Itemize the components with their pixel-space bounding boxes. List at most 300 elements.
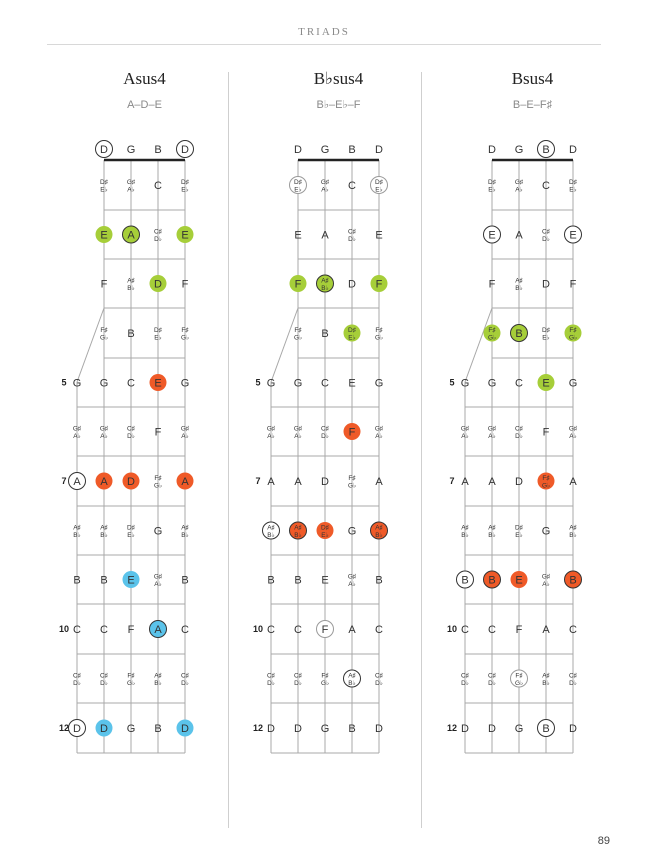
note-label: B♭ bbox=[461, 532, 469, 539]
fret-note bbox=[569, 426, 577, 441]
chord-column-bbsus4 bbox=[253, 69, 388, 753]
fret-number: 5 bbox=[449, 377, 455, 388]
note-label: E♭ bbox=[515, 532, 523, 539]
note-label: C♯ bbox=[321, 425, 329, 433]
ext-string-note bbox=[267, 723, 275, 735]
note-label: B bbox=[488, 574, 496, 587]
fret-note bbox=[154, 673, 162, 688]
ext-string-note bbox=[267, 673, 275, 688]
note-label: F bbox=[375, 278, 383, 291]
note-label: G♯ bbox=[72, 425, 82, 433]
note-label: E♭ bbox=[181, 186, 189, 194]
note-label: G bbox=[320, 144, 330, 156]
note-label: B♭ bbox=[542, 680, 550, 687]
open-string-note bbox=[348, 144, 355, 156]
note-label: E bbox=[542, 377, 550, 390]
note-label: A♭ bbox=[267, 433, 275, 440]
note-label: F bbox=[348, 426, 356, 439]
note-label: A♯ bbox=[375, 524, 383, 532]
ext-string-note bbox=[73, 378, 82, 390]
note-label: C♯ bbox=[100, 672, 108, 680]
note-label: G bbox=[514, 723, 524, 735]
fret-note bbox=[371, 177, 388, 194]
note-label: G♯ bbox=[320, 179, 330, 186]
note-label: D bbox=[569, 723, 577, 735]
fret-note bbox=[294, 378, 303, 390]
note-label: G bbox=[180, 377, 190, 390]
note-label: G bbox=[347, 525, 357, 538]
note-label: E bbox=[294, 229, 302, 242]
note-label: G♯ bbox=[266, 425, 276, 433]
fret-note bbox=[127, 378, 135, 390]
note-label: F bbox=[515, 624, 523, 636]
note-label: C♯ bbox=[569, 672, 577, 680]
note-label: B bbox=[542, 723, 550, 735]
fret-number: 5 bbox=[61, 377, 67, 388]
note-label: C♯ bbox=[488, 672, 496, 680]
ext-string-note bbox=[461, 673, 469, 688]
note-label: C bbox=[461, 624, 469, 636]
fret-note bbox=[542, 574, 550, 589]
note-label: F bbox=[154, 426, 162, 439]
fret-note bbox=[181, 624, 189, 636]
fret-note bbox=[127, 278, 135, 293]
chord-notes: B♭–E♭–F bbox=[316, 99, 361, 111]
fret-note bbox=[181, 426, 189, 441]
fret-note bbox=[569, 378, 578, 390]
open-string-note bbox=[294, 144, 302, 156]
fret-note bbox=[542, 327, 550, 342]
note-label: C bbox=[294, 624, 302, 636]
note-label: F♯ bbox=[294, 327, 302, 334]
fret-note bbox=[375, 327, 383, 342]
note-label: F bbox=[321, 624, 329, 636]
open-string-note bbox=[515, 144, 524, 156]
fret-note bbox=[154, 327, 162, 342]
fret-note bbox=[569, 476, 577, 488]
open-string-note bbox=[488, 144, 496, 156]
note-label: B bbox=[515, 328, 523, 340]
note-label: B bbox=[348, 723, 356, 735]
note-label: G♭ bbox=[180, 334, 190, 342]
note-label: D bbox=[375, 723, 383, 735]
note-label: D♭ bbox=[181, 680, 189, 687]
fret-note bbox=[348, 526, 357, 538]
fret-note bbox=[123, 473, 140, 490]
note-label: C bbox=[515, 377, 523, 390]
note-label: E bbox=[375, 229, 383, 242]
fret-note bbox=[371, 275, 388, 292]
note-label: D bbox=[375, 144, 383, 156]
ext-string-note bbox=[69, 720, 86, 737]
note-label: E♭ bbox=[348, 334, 356, 342]
note-label: C♯ bbox=[348, 228, 356, 236]
fret-note bbox=[154, 229, 162, 244]
fret-note bbox=[375, 575, 382, 587]
note-label: C♯ bbox=[181, 672, 189, 680]
note-label: B bbox=[461, 574, 469, 587]
note-label: G♭ bbox=[320, 680, 330, 687]
note-label: A bbox=[515, 229, 523, 242]
fret-note bbox=[488, 624, 496, 636]
note-label: D♭ bbox=[321, 433, 329, 440]
note-label: D bbox=[569, 144, 577, 156]
note-label: B♭ bbox=[321, 285, 329, 292]
note-label: G♭ bbox=[153, 482, 163, 490]
fret-note bbox=[488, 426, 496, 441]
fret-note bbox=[290, 177, 307, 194]
fret-note bbox=[100, 525, 108, 540]
note-label: D♭ bbox=[348, 236, 356, 243]
fret-number: 12 bbox=[58, 723, 70, 733]
note-label: G♯ bbox=[180, 425, 190, 433]
ext-string-note bbox=[73, 624, 81, 636]
fret-note bbox=[294, 673, 302, 688]
note-label: G♭ bbox=[487, 334, 497, 342]
note-label: B♭ bbox=[569, 532, 577, 539]
chord-notes: A–D–E bbox=[127, 99, 162, 111]
note-label: B♭ bbox=[515, 285, 523, 292]
fret-note bbox=[569, 525, 577, 540]
ext-string-note bbox=[69, 473, 86, 490]
fret-note bbox=[321, 328, 328, 340]
fret-note bbox=[515, 723, 524, 735]
note-label: D♭ bbox=[154, 236, 162, 243]
note-label: D bbox=[73, 723, 81, 735]
fret-note bbox=[538, 374, 555, 391]
fret-number: 10 bbox=[58, 624, 70, 634]
note-label: D♯ bbox=[569, 179, 577, 186]
note-label: F♯ bbox=[488, 327, 496, 334]
fret-note bbox=[127, 525, 135, 540]
fret-note bbox=[542, 279, 550, 291]
fret-note bbox=[488, 378, 497, 390]
note-label: G♯ bbox=[126, 179, 136, 186]
note-label: A♭ bbox=[348, 581, 356, 588]
fret-note bbox=[181, 378, 190, 390]
note-label: E bbox=[181, 229, 189, 242]
fret-note bbox=[154, 526, 163, 538]
chord-name: Bsus4 bbox=[511, 69, 554, 88]
open-string-note bbox=[177, 141, 194, 158]
note-label: E♭ bbox=[294, 186, 302, 194]
fret-note bbox=[321, 723, 330, 735]
fret-note bbox=[294, 230, 301, 242]
note-label: F♯ bbox=[348, 475, 356, 482]
note-label: D bbox=[127, 476, 135, 488]
fret-note bbox=[484, 325, 501, 342]
note-label: G bbox=[374, 377, 384, 390]
note-label: D bbox=[100, 723, 108, 735]
fret-note bbox=[181, 179, 189, 194]
fret-note bbox=[488, 476, 496, 488]
open-string-note bbox=[154, 144, 161, 156]
note-label: G bbox=[514, 144, 524, 156]
ext-string-note bbox=[267, 476, 275, 488]
note-label: E♭ bbox=[127, 532, 135, 539]
note-label: C bbox=[348, 180, 356, 192]
note-label: D bbox=[154, 278, 162, 291]
note-label: E♭ bbox=[488, 186, 496, 194]
note-label: A♭ bbox=[73, 433, 81, 440]
fret-note bbox=[348, 723, 355, 735]
fret-note bbox=[484, 226, 501, 243]
fret-note bbox=[294, 476, 302, 488]
fret-number: 10 bbox=[446, 624, 458, 634]
note-label: G♭ bbox=[541, 482, 551, 490]
note-label: A♯ bbox=[181, 524, 189, 532]
fret-note bbox=[542, 624, 550, 636]
fret-note bbox=[96, 473, 113, 490]
fret-note bbox=[150, 621, 167, 638]
note-label: F bbox=[542, 426, 550, 439]
fret-note bbox=[344, 670, 361, 687]
open-string-note bbox=[127, 144, 136, 156]
note-label: D bbox=[461, 723, 469, 735]
note-label: G bbox=[460, 377, 470, 390]
note-label: B♭ bbox=[294, 532, 302, 539]
note-label: G bbox=[487, 377, 497, 390]
note-label: E♭ bbox=[542, 334, 550, 342]
fret-note bbox=[348, 624, 356, 636]
note-label: D bbox=[100, 144, 108, 156]
fret-note bbox=[542, 526, 551, 538]
note-label: C♯ bbox=[127, 425, 135, 433]
note-label: G♯ bbox=[153, 573, 163, 581]
note-label: A bbox=[267, 476, 275, 488]
fret-number: 12 bbox=[252, 723, 264, 733]
fret-note bbox=[565, 571, 582, 588]
note-label: D♯ bbox=[321, 524, 329, 532]
note-label: C♯ bbox=[154, 228, 162, 236]
ext-string-note bbox=[461, 525, 469, 540]
open-string-note bbox=[321, 144, 330, 156]
note-label: E bbox=[127, 574, 135, 587]
note-label: B bbox=[181, 574, 189, 587]
note-label: B♭ bbox=[181, 532, 189, 539]
fret-note bbox=[348, 180, 356, 192]
note-label: A♭ bbox=[542, 581, 550, 588]
fret-note bbox=[375, 673, 383, 688]
note-label: D bbox=[294, 144, 302, 156]
fret-note bbox=[321, 230, 329, 242]
note-label: F♯ bbox=[100, 327, 108, 334]
note-label: G bbox=[568, 377, 578, 390]
note-label: G♭ bbox=[99, 334, 109, 342]
ext-string-note bbox=[461, 624, 469, 636]
fret-note bbox=[128, 624, 135, 636]
fret-note bbox=[182, 279, 189, 291]
fret-note bbox=[538, 473, 555, 490]
note-label: G♭ bbox=[126, 680, 136, 687]
note-label: A bbox=[321, 229, 329, 242]
note-label: D♭ bbox=[542, 236, 550, 243]
fret-note bbox=[181, 327, 189, 342]
note-label: F bbox=[181, 278, 189, 291]
ext-string-note bbox=[457, 571, 474, 588]
note-label: C♯ bbox=[515, 425, 523, 433]
section-title: TRIADS bbox=[298, 26, 350, 38]
string-line bbox=[77, 308, 104, 382]
fret-note bbox=[484, 571, 501, 588]
note-label: D bbox=[542, 278, 550, 291]
fret-note bbox=[375, 230, 382, 242]
open-string-note bbox=[569, 144, 577, 156]
note-label: G♯ bbox=[460, 425, 470, 433]
fret-note bbox=[565, 226, 582, 243]
fret-note bbox=[294, 327, 302, 342]
note-label: F♯ bbox=[542, 475, 550, 482]
fret-note bbox=[515, 525, 523, 540]
fret-note bbox=[348, 475, 356, 490]
fret-note bbox=[177, 226, 194, 243]
note-label: D♭ bbox=[375, 680, 383, 687]
note-label: A♯ bbox=[515, 277, 523, 285]
note-label: D♯ bbox=[181, 179, 189, 186]
note-label: A bbox=[461, 476, 469, 488]
note-label: A♭ bbox=[127, 186, 135, 194]
note-label: E bbox=[515, 574, 523, 587]
note-label: C bbox=[267, 624, 275, 636]
note-label: D♭ bbox=[461, 680, 469, 687]
fret-note bbox=[127, 179, 135, 194]
note-label: G♯ bbox=[541, 573, 551, 581]
note-label: D♭ bbox=[488, 680, 496, 687]
note-label: D♯ bbox=[294, 179, 302, 186]
note-label: A bbox=[569, 476, 577, 488]
note-label: A bbox=[127, 229, 135, 242]
fret-note bbox=[154, 723, 161, 735]
fret-note bbox=[538, 720, 555, 737]
fret-note bbox=[123, 571, 140, 588]
note-label: A♯ bbox=[100, 524, 108, 532]
ext-string-note bbox=[267, 378, 276, 390]
string-line bbox=[465, 308, 492, 382]
fret-number: 12 bbox=[446, 723, 458, 733]
note-label: A bbox=[73, 476, 81, 488]
chord-name: Asus4 bbox=[123, 69, 166, 88]
note-label: D bbox=[294, 723, 302, 735]
fret-note bbox=[127, 673, 135, 688]
note-label: G♯ bbox=[374, 425, 384, 433]
fret-note bbox=[290, 522, 307, 539]
fret-note bbox=[375, 723, 383, 735]
note-label: D bbox=[181, 723, 189, 735]
note-label: A♯ bbox=[73, 524, 81, 532]
note-label: E bbox=[321, 574, 329, 587]
note-label: B bbox=[321, 328, 329, 340]
fret-note bbox=[155, 427, 162, 439]
note-label: F♯ bbox=[181, 327, 189, 334]
ext-string-note bbox=[267, 426, 275, 441]
fret-note bbox=[154, 180, 162, 192]
fret-note bbox=[371, 522, 388, 539]
note-label: E♭ bbox=[375, 186, 383, 194]
note-label: D♭ bbox=[294, 680, 302, 687]
note-label: C bbox=[100, 624, 108, 636]
note-label: D bbox=[181, 144, 189, 156]
fret-note bbox=[127, 426, 135, 441]
fret-note bbox=[515, 426, 523, 441]
note-label: A♭ bbox=[100, 433, 108, 440]
ext-string-note bbox=[461, 378, 470, 390]
note-label: E bbox=[569, 229, 577, 242]
fret-note bbox=[100, 327, 108, 342]
note-label: A♭ bbox=[461, 433, 469, 440]
note-label: G bbox=[293, 377, 303, 390]
fret-note bbox=[569, 673, 577, 688]
fret-note bbox=[317, 522, 334, 539]
note-label: A♭ bbox=[515, 186, 523, 194]
fret-note bbox=[344, 325, 361, 342]
note-label: C bbox=[73, 624, 81, 636]
note-label: A bbox=[294, 476, 302, 488]
note-label: F♯ bbox=[154, 475, 162, 482]
ext-string-note bbox=[461, 723, 469, 735]
note-label: E bbox=[154, 377, 162, 390]
ext-string-note bbox=[263, 522, 280, 539]
note-label: G bbox=[541, 525, 551, 538]
fret-note bbox=[100, 624, 108, 636]
note-label: B♭ bbox=[73, 532, 81, 539]
note-label: A♭ bbox=[321, 186, 329, 194]
note-label: D♯ bbox=[488, 179, 496, 186]
note-label: B bbox=[154, 144, 162, 156]
note-label: B♭ bbox=[488, 532, 496, 539]
note-label: D bbox=[488, 144, 496, 156]
note-label: D♭ bbox=[127, 433, 135, 440]
fret-note bbox=[317, 621, 334, 638]
fret-note bbox=[100, 426, 108, 441]
fret-number: 7 bbox=[61, 476, 67, 486]
note-label: A♯ bbox=[542, 672, 550, 680]
fret-note bbox=[375, 476, 383, 488]
fret-note bbox=[321, 426, 329, 441]
ext-string-note bbox=[267, 624, 275, 636]
fret-number: 10 bbox=[252, 624, 264, 634]
fret-note bbox=[100, 673, 108, 688]
fret-note bbox=[348, 229, 356, 244]
note-label: B bbox=[569, 574, 577, 587]
fret-note bbox=[515, 378, 523, 390]
fret-note bbox=[543, 427, 550, 439]
note-label: C bbox=[375, 624, 383, 636]
ext-string-note bbox=[73, 673, 81, 688]
fret-note bbox=[290, 275, 307, 292]
fret-note bbox=[294, 575, 301, 587]
ext-string-note bbox=[73, 525, 81, 540]
note-label: A♭ bbox=[375, 433, 383, 440]
note-label: A♯ bbox=[461, 524, 469, 532]
fret-note bbox=[96, 720, 113, 737]
note-label: E♭ bbox=[321, 532, 329, 539]
ext-string-note bbox=[461, 426, 469, 441]
note-label: B bbox=[375, 574, 383, 587]
chord-name: B♭sus4 bbox=[313, 69, 364, 88]
note-label: B♭ bbox=[154, 680, 162, 687]
note-label: A bbox=[488, 476, 496, 488]
note-label: B♭ bbox=[100, 532, 108, 539]
fret-note bbox=[569, 624, 577, 636]
note-label: C bbox=[127, 377, 135, 390]
note-label: D bbox=[321, 476, 329, 488]
note-label: D♭ bbox=[515, 433, 523, 440]
string-line bbox=[271, 308, 298, 382]
note-label: D♯ bbox=[100, 179, 108, 186]
fret-note bbox=[348, 574, 356, 589]
chord-column-bsus4 bbox=[447, 69, 582, 753]
fret-note bbox=[321, 476, 329, 488]
